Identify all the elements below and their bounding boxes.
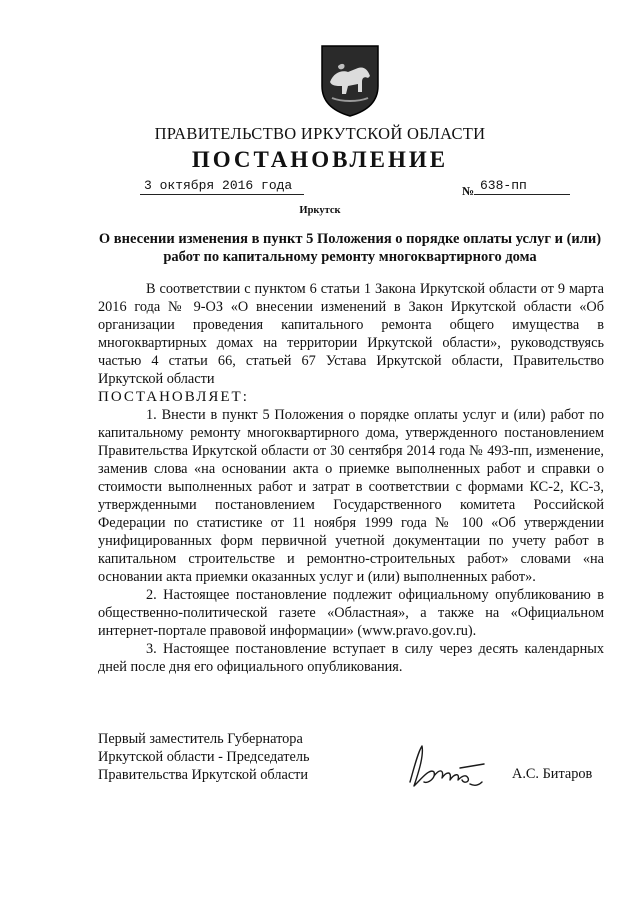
document-body [98,280,604,676]
signer-position [98,730,310,784]
signer-name: А.С. Битаров [512,766,593,782]
city-name: Иркутск [299,205,341,216]
document-type: ПОСТАНОВЛЕНИЕ [191,147,449,172]
item-paragraph-1: 1. Внести в пункт 5 Положения о порядке оплаты услуг и (или) работ по капитальному ремонту многоквартирного дома, утвержденного постановлением Правительства Иркутской области от 30 сентября 2014 года № 493-пп, изменение, заменив слова «на основании акта о приемке выполненных работ и справки о стоимости выполненных работ и затрат в соответствии с формами КС-2, КС-3, утвержденными постановлением Государственного комитета Российской Федерации по статистике от 11 ноября 1999 года № 100 «Об утверждении унифицированных форм первичной учетной документации по учету работ в капитальном строительстве и ремонтно-строительных работ» словами «на основании акта приемки оказанных услуг и (или) выполненных работ». [98,407,604,585]
signer-position-line: Иркутской области - Председатель [98,749,310,765]
item-paragraph-3: 3. Настоящее постановление вступает в силу через десять календарных дней после дня его официального опубликования. [98,641,604,675]
handwritten-signature [400,738,490,796]
preamble-paragraph: В соответствии с пунктом 6 статьи 1 Закона Иркутской области от 9 марта 2016 года № 9-ОЗ «О внесении изменений в Закон Иркутской области «Об организации проведения капитального ремонта общего имущества в многоквартирных домах на территории Иркутской области», руководствуясь частью 4 статьи 66, статьей 67 Устава Иркутской области, Правительство Иркутской области [98,281,604,387]
decree-word: ПОСТАНОВЛЯЕТ: [98,389,249,405]
signer-position-line: Правительства Иркутской области [98,767,309,783]
signer-position-line: Первый заместитель Губернатора [98,731,303,747]
number-sign: № [462,184,475,198]
irkutsk-coat-of-arms-icon [318,42,382,118]
document-title: О внесении изменения в пункт 5 Положения о порядке оплаты услуг и (или) работ по капитальному ремонту многоквартирного дома [98,231,602,265]
authority-name: ПРАВИТЕЛЬСТВО ИРКУТСКОЙ ОБЛАСТИ [154,124,486,143]
item-paragraph-2: 2. Настоящее постановление подлежит официальному опубликованию в общественно-политической газете «Областная», а также на «Официальном интернет-портале правовой информации» (www.pravo.gov.ru). [98,587,604,639]
document-number: 638-пп [474,178,570,195]
document-date: 3 октября 2016 года [140,178,304,195]
